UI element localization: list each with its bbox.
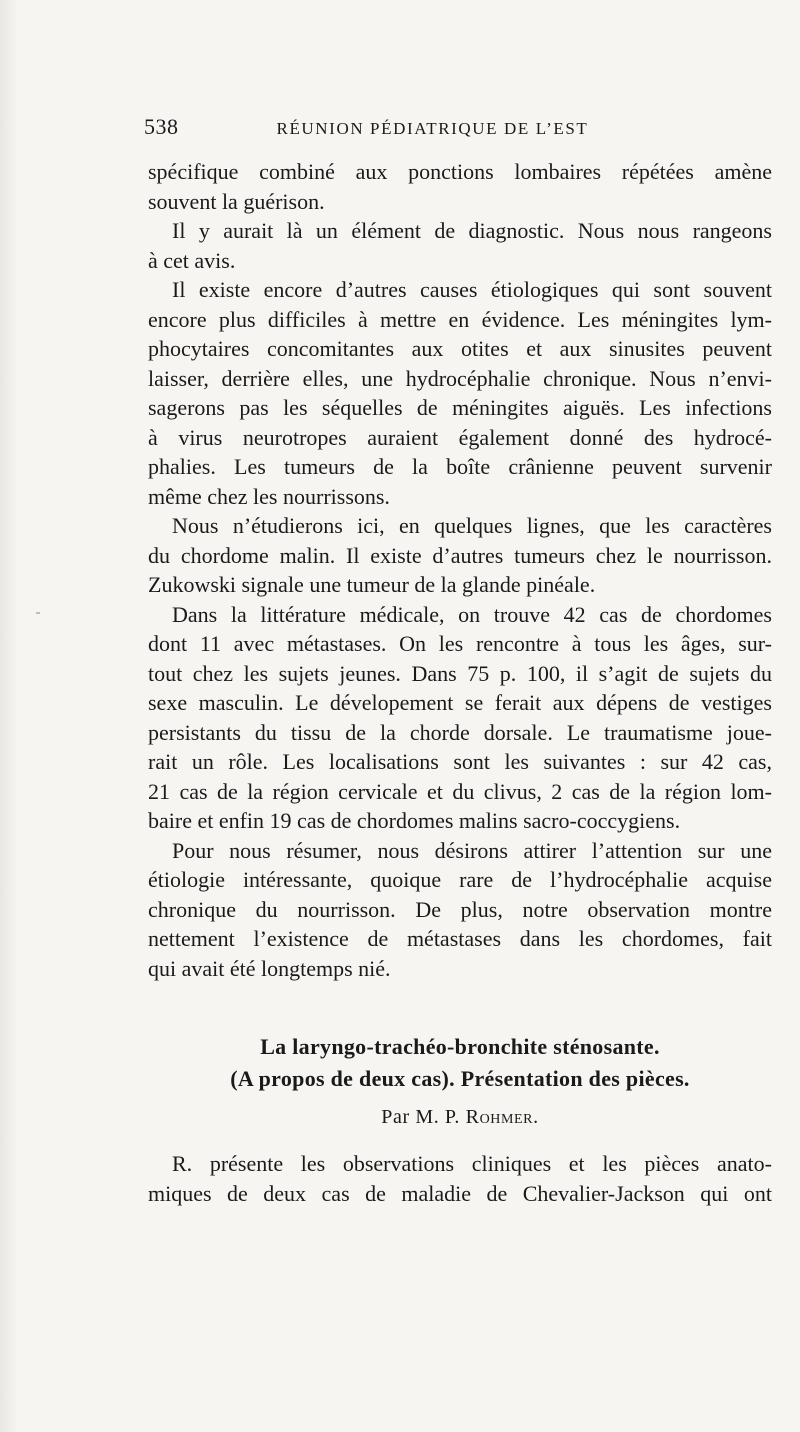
text-line: Il existe encore d’autres causes étiologiques qui sont souvent xyxy=(172,277,772,302)
text-line: nettement l’existence de métastases dans les chordomes, fait xyxy=(148,926,772,951)
text-line: Zukowski signale une tumeur de la glande pinéale. xyxy=(148,572,596,597)
text-line: à cet avis. xyxy=(148,247,236,273)
text-line: laisser, derrière elles, une hydrocéphalie chronique. Nous n’envi- xyxy=(148,365,772,391)
text-line: R. présente les observations cliniques et les pièces anato- xyxy=(172,1151,772,1176)
text-line: miques de deux cas de maladie de Chevalier-Jackson qui ont xyxy=(148,1180,772,1206)
text-line: Dans la littérature médicale, on trouve 42 cas de chordomes xyxy=(172,601,772,627)
text-line: du chordome malin. Il existe d’autres tumeurs chez le nourrisson. xyxy=(148,542,772,568)
text-line: baire et enfin 19 cas de chordomes malins sacro-coccygiens. xyxy=(148,808,681,833)
body-paragraphs xyxy=(148,157,772,983)
section-title-line-1: La laryngo-trachéo-bronchite sténosante. xyxy=(260,1034,660,1059)
text-line: chronique du nourrisson. De plus, notre observation montre xyxy=(148,896,772,922)
text-line: sexe masculin. Le dévelopement se ferait aux dépens de vestiges xyxy=(148,690,772,715)
text-line: Pour nous résumer, nous désirons attirer l’attention sur une xyxy=(172,837,772,863)
closing-paragraph xyxy=(148,1149,772,1208)
text-line: même chez les nourrissons. xyxy=(148,483,390,509)
byline-spacer xyxy=(148,1139,772,1149)
text-line: Il y aurait là un élément de diagnostic. Nous nous rangeons xyxy=(172,218,772,243)
text-line: encore plus difficiles à mettre en évidence. Les méningites lym- xyxy=(148,306,772,332)
text-line: étiologie intéressante, quoique rare de l’hydrocéphalie acquise xyxy=(148,867,772,892)
main-text xyxy=(148,157,772,1208)
page-header xyxy=(144,114,644,148)
text-line: phalies. Les tumeurs de la boîte crânienne peuvent survenir xyxy=(148,454,772,479)
text-line: qui avait été longtemps nié. xyxy=(148,955,391,981)
text-line: phocytaires concomitantes aux otites et aux sinusites peuvent xyxy=(148,336,772,361)
byline-prefix: Par M. P. xyxy=(381,1106,466,1128)
section-title-line-2: (A propos de deux cas). Présentation des pièces. xyxy=(230,1066,690,1091)
text-line: rait un rôle. Les localisations sont les suivantes : sur 42 cas, xyxy=(148,749,772,774)
text-line: 21 cas de la région cervicale et du clivus, 2 cas de la région lom- xyxy=(148,778,772,804)
text-line: tout chez les sujets jeunes. Dans 75 p. 100, il s’agit de sujets du xyxy=(148,660,772,686)
text-line: souvent la guérison. xyxy=(148,188,325,214)
section-byline xyxy=(148,1095,772,1139)
text-line: à virus neurotropes auraient également donné des hydrocé- xyxy=(148,424,772,450)
margin-speck xyxy=(36,612,40,614)
text-line: Nous n’étudierons ici, en quelques lignes, que les caractères xyxy=(172,513,772,538)
text-line: dont 11 avec métastases. On les rencontre à tous les âges, sur- xyxy=(148,631,772,656)
byline-author: Rohmer. xyxy=(465,1106,539,1128)
text-line: spécifique combiné aux ponctions lombaires répétées amène xyxy=(148,159,772,184)
page-number: 538 xyxy=(144,114,179,139)
running-head: RÉUNION PÉDIATRIQUE DE L’EST xyxy=(276,119,589,138)
text-line: sagerons pas les séquelles de méningites aiguës. Les infections xyxy=(148,395,772,420)
text-line: persistants du tissu de la chorde dorsale. Le traumatisme joue- xyxy=(148,719,772,745)
section-spacer xyxy=(148,983,772,1031)
